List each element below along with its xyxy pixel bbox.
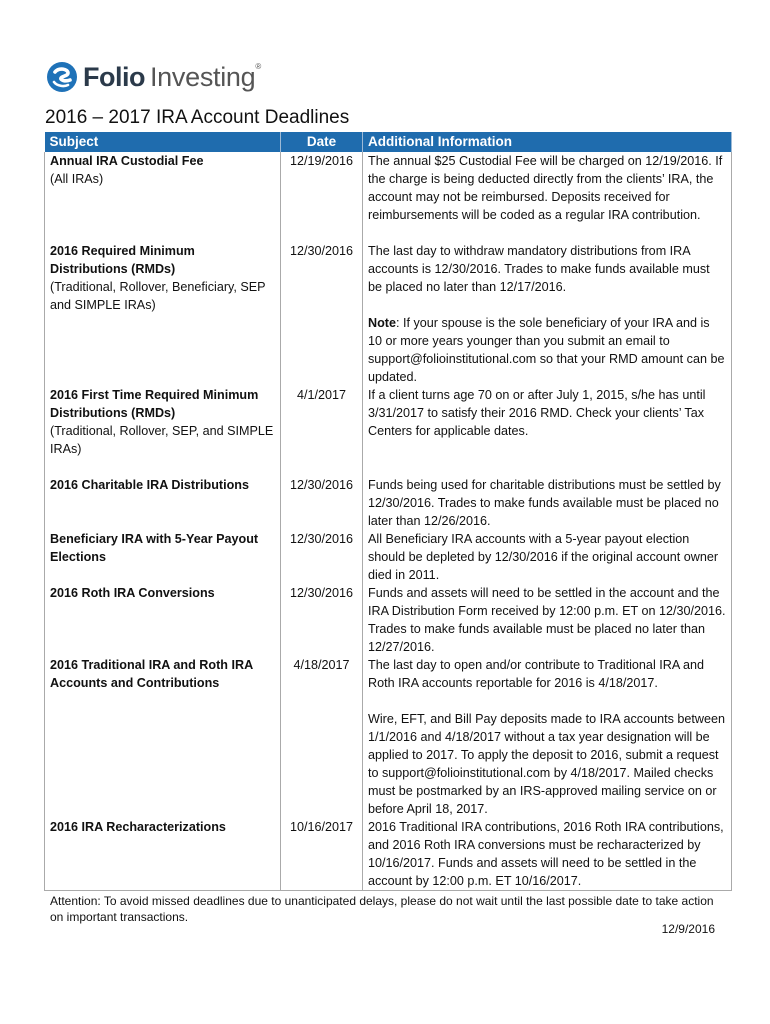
table-row xyxy=(45,242,732,386)
subject-title: Annual IRA Custodial Fee xyxy=(50,154,204,168)
table-row xyxy=(45,476,732,530)
subject-note: (All IRAs) xyxy=(50,172,104,186)
subject-title: 2016 Charitable IRA Distributions xyxy=(50,478,249,492)
cell-subject xyxy=(45,584,281,656)
cell-additional-information xyxy=(363,584,732,656)
note-label: Note xyxy=(368,316,396,330)
subject-title: 2016 First Time Required Minimum Distributions (RMDs) xyxy=(50,388,259,420)
cell-subject xyxy=(45,656,281,818)
cell-date: 4/18/2017 xyxy=(281,656,363,818)
cell-additional-information xyxy=(363,656,732,818)
table-row xyxy=(45,818,732,891)
cell-date: 10/16/2017 xyxy=(281,818,363,891)
subject-title: 2016 IRA Recharacterizations xyxy=(50,820,226,834)
cell-additional-information xyxy=(363,476,732,530)
document-date: 12/9/2016 xyxy=(661,922,715,936)
cell-additional-information xyxy=(363,386,732,476)
folio-swirl-icon xyxy=(46,61,78,93)
cell-additional-information xyxy=(363,242,732,386)
cell-subject xyxy=(45,530,281,584)
info-paragraph: The last day to open and/or contribute to Traditional IRA and Roth IRA accounts reportable for 2016 is 4/18/2017. xyxy=(368,658,705,690)
table-row xyxy=(45,584,732,656)
brand-name-folio: Folio xyxy=(83,61,145,92)
brand-registered-mark: ® xyxy=(255,61,262,71)
cell-additional-information xyxy=(363,530,732,584)
cell-subject xyxy=(45,386,281,476)
table-row xyxy=(45,530,732,584)
cell-date: 12/30/2016 xyxy=(281,242,363,386)
info-paragraph: If a client turns age 70 on or after July 1, 2015, s/he has until 3/31/2017 to satisfy their 2016 RMD. Check your clients’ Tax Centers for applicable dates. xyxy=(368,388,706,438)
brand-name-investing: Investing xyxy=(149,61,256,92)
attention-note: Attention: To avoid missed deadlines due to unanticipated delays, please do not wait until the last possible date to take action on important transactions. xyxy=(50,894,714,924)
cell-date: 4/1/2017 xyxy=(281,386,363,476)
cell-subject xyxy=(45,242,281,386)
info-paragraph: The annual $25 Custodial Fee will be charged on 12/19/2016. If the charge is being deducted directly from the clients’ IRA, the account may not be reimbursed. Deposits received for reimbursements will be coded as a regular IRA contribution. xyxy=(368,154,723,222)
info-paragraph: Funds and assets will need to be settled in the account and the IRA Distribution Form received by 12:00 p.m. ET on 12/30/2016. Trades to make funds available must be placed no later than 12/27/2016. xyxy=(368,586,726,654)
cell-date: 12/30/2016 xyxy=(281,530,363,584)
table-header-row xyxy=(45,132,732,152)
cell-additional-information xyxy=(363,818,732,891)
subject-title: Beneficiary IRA with 5-Year Payout Elections xyxy=(50,532,259,564)
cell-date: 12/30/2016 xyxy=(281,584,363,656)
header-additional-information: Additional Information xyxy=(363,132,732,152)
table-row xyxy=(45,152,732,242)
info-paragraph: 2016 Traditional IRA contributions, 2016 Roth IRA contributions, and 2016 Roth IRA conversions must be recharacterized by 10/16/2017. Funds and assets will need to be settled in the account by 12:00 p.m. ET 10/16/2017. xyxy=(368,820,724,888)
table-row xyxy=(45,386,732,476)
subject-title: 2016 Traditional IRA and Roth IRA Accounts and Contributions xyxy=(50,658,253,690)
info-paragraph: Funds being used for charitable distributions must be settled by 12/30/2016. Trades to make funds available must be placed no later than 12/26/2016. xyxy=(368,478,721,528)
folio-investing-logo xyxy=(46,58,261,96)
cell-date: 12/30/2016 xyxy=(281,476,363,530)
subject-title: 2016 Required Minimum Distributions (RMDs) xyxy=(50,244,195,276)
page-title: 2016 – 2017 IRA Account Deadlines xyxy=(45,107,350,128)
subject-note: (Traditional, Rollover, SEP, and SIMPLE IRAs) xyxy=(50,424,274,456)
header-subject: Subject xyxy=(45,132,281,152)
info-paragraph: Wire, EFT, and Bill Pay deposits made to IRA accounts between 1/1/2016 and 4/18/2017 without a tax year designation will be applied to 2017. To apply the deposit to 2016, submit a request to support@folioinstitutional.com by 4/18/2017. Mailed checks must be postmarked by an IRS-approved mailing service on or before April 18, 2017. xyxy=(368,712,725,816)
subject-title: 2016 Roth IRA Conversions xyxy=(50,586,215,600)
cell-subject xyxy=(45,476,281,530)
note-paragraph xyxy=(368,314,726,386)
cell-date: 12/19/2016 xyxy=(281,152,363,242)
header-date: Date xyxy=(281,132,363,152)
table-row xyxy=(45,656,732,818)
info-paragraph: The last day to withdraw mandatory distributions from IRA accounts is 12/30/2016. Trades to make funds available must be placed no later than 12/17/2016. xyxy=(368,244,710,294)
cell-subject xyxy=(45,152,281,242)
deadlines-table xyxy=(44,132,732,891)
note-text: : If your spouse is the sole beneficiary of your IRA and is 10 or more years younger than you submit an email to support@folioinstitutional.com so that your RMD amount can be updated. xyxy=(368,316,725,384)
subject-note: (Traditional, Rollover, Beneficiary, SEP and SIMPLE IRAs) xyxy=(50,280,266,312)
cell-subject xyxy=(45,818,281,891)
info-paragraph: All Beneficiary IRA accounts with a 5-year payout election should be depleted by 12/30/2016 if the original account owner died in 2011. xyxy=(368,532,719,582)
cell-additional-information xyxy=(363,152,732,242)
